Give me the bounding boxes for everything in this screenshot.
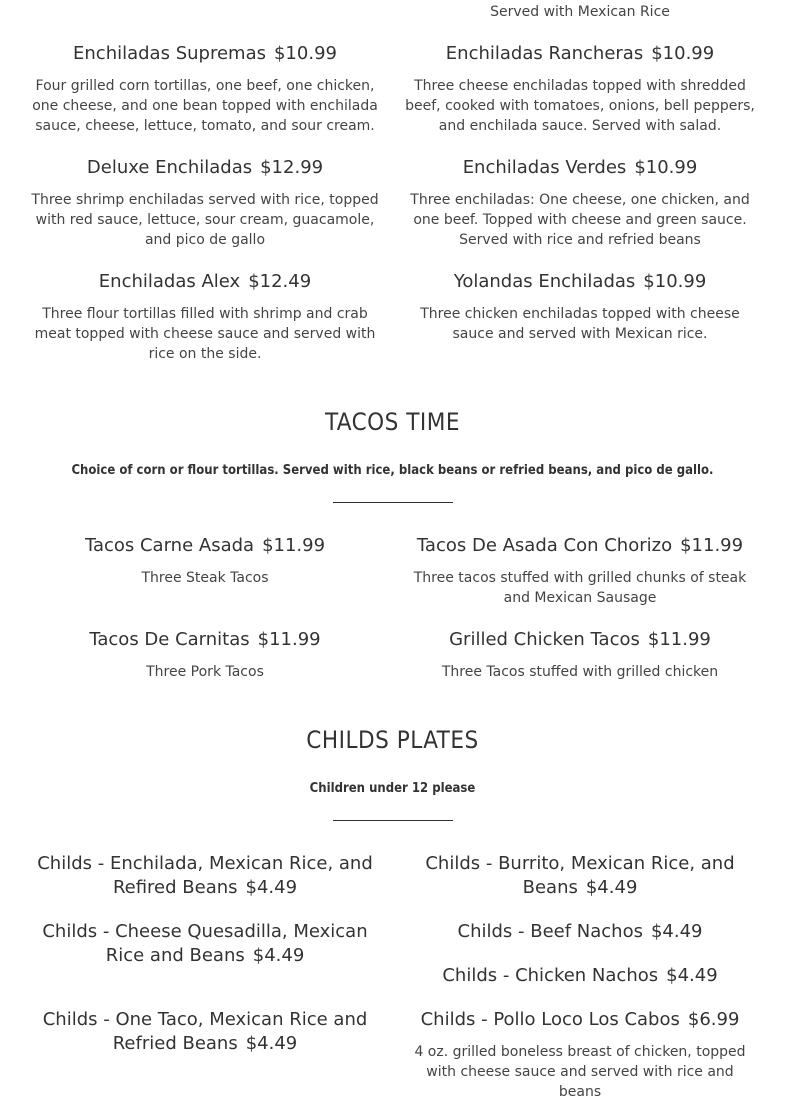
- menu-item-name: Enchiladas Verdes: [462, 157, 627, 178]
- menu-item-price: $4.49: [245, 1033, 298, 1054]
- menu-item-price: $4.49: [252, 945, 305, 966]
- menu-item-description: Three shrimp enchiladas served with rice, topped with red sauce, lettuce, sour cream, guacamole, and pico de gallo: [31, 192, 379, 248]
- menu-item-price: $11.99: [257, 629, 321, 650]
- menu-item-description: Served with Mexican Rice: [490, 4, 670, 20]
- menu-item-description: Three enchiladas: One cheese, one chicken, and one beef. Topped with cheese and green sauce. Served with rice and refried beans: [410, 192, 750, 248]
- menu-item-price: $6.99: [687, 1009, 740, 1030]
- menu-item-description: Three flour tortillas filled with shrimp and crab meat topped with cheese sauce and served with rice on the side.: [34, 306, 376, 362]
- menu-item: [30, 920, 380, 968]
- menu-item-title: [405, 534, 755, 558]
- section-heading-tacos: TACOS TIME: [324, 408, 461, 436]
- menu-item: [405, 156, 755, 250]
- menu-item-title: [30, 534, 380, 558]
- menu-item-price: $4.49: [585, 877, 638, 898]
- menu-item-title: [30, 156, 380, 180]
- menu-item-name: Childs - Burrito, Mexican Rice, and Beans: [425, 853, 735, 898]
- menu-item: [30, 534, 380, 588]
- menu-item-name: Childs - Enchilada, Mexican Rice, and Refired Beans: [37, 853, 373, 898]
- section-subtitle-tacos: Choice of corn or flour tortillas. Served with rice, black beans or refried beans, and pico de gallo.: [71, 463, 714, 478]
- menu-item-name: Tacos Carne Asada: [84, 535, 255, 556]
- menu-item-name: Deluxe Enchiladas: [86, 157, 253, 178]
- menu-item-name: Childs - Beef Nachos: [457, 921, 643, 942]
- menu-item-title: [405, 964, 755, 988]
- menu-item-description: Three Steak Tacos: [141, 570, 269, 586]
- section-divider: [333, 502, 453, 503]
- menu-item-title: [30, 852, 380, 900]
- menu-item-name: Tacos De Carnitas: [89, 629, 250, 650]
- menu-item: [30, 852, 380, 900]
- menu-item-name: Childs - Chicken Nachos: [442, 965, 659, 986]
- menu-item-title: [405, 270, 755, 294]
- section-subtitle-childs: Children under 12 please: [309, 781, 476, 796]
- menu-item: [405, 920, 755, 944]
- menu-item-price: $4.49: [666, 965, 718, 986]
- menu-item-name: Grilled Chicken Tacos: [449, 629, 640, 650]
- menu-item-price: $12.99: [260, 157, 324, 178]
- menu-item-price: $10.99: [651, 43, 715, 64]
- menu-item-price: $11.99: [647, 629, 711, 650]
- menu-item-title: [30, 42, 380, 66]
- menu-item-name: Enchiladas Supremas: [73, 43, 266, 64]
- menu-item-name: Childs - Pollo Loco Los Cabos: [420, 1009, 680, 1030]
- menu-item-description: Three cheese enchiladas topped with shredded beef, cooked with tomatoes, onions, bell peppers, and enchilada sauce. Served with salad.: [405, 78, 755, 134]
- menu-item-description: Three Tacos stuffed with grilled chicken: [441, 664, 719, 680]
- menu-item: [405, 534, 755, 608]
- menu-item-price: $10.99: [643, 271, 707, 292]
- menu-item-price: $12.49: [248, 271, 312, 292]
- menu-item-title: [405, 1008, 755, 1032]
- menu-item-price: $11.99: [680, 535, 744, 556]
- menu-item: [30, 270, 380, 364]
- menu-item-title: [30, 1008, 380, 1056]
- menu-item-price: $4.49: [650, 921, 703, 942]
- menu-item-name: Enchiladas Rancheras: [445, 43, 644, 64]
- menu-item: [30, 628, 380, 682]
- menu-item: [30, 156, 380, 250]
- menu-item: [405, 964, 755, 988]
- menu-item-price: $11.99: [262, 535, 326, 556]
- menu-item-name: Enchiladas Alex: [98, 271, 241, 292]
- menu-item: [405, 628, 755, 682]
- menu-item-description: Three Pork Tacos: [146, 664, 264, 680]
- menu-item-title: [30, 920, 380, 968]
- menu-item-name: Childs - Cheese Quesadilla, Mexican Rice and Beans: [42, 921, 368, 966]
- menu-item-description: 4 oz. grilled boneless breast of chicken, topped with cheese sauce and served with rice and beans: [414, 1044, 746, 1100]
- menu-item-title: [30, 628, 380, 652]
- menu-item-description: Three tacos stuffed with grilled chunks of steak and Mexican Sausage: [413, 570, 747, 606]
- menu-item-title: [405, 852, 755, 900]
- section-heading-childs: CHILDS PLATES: [306, 726, 479, 754]
- menu-item-title: [405, 42, 755, 66]
- menu-item-price: $4.49: [245, 877, 298, 898]
- menu-item-price: $10.99: [273, 43, 337, 64]
- menu-item-title: [30, 270, 380, 294]
- menu-item-description: Four grilled corn tortillas, one beef, one chicken, one cheese, and one bean topped with enchilada sauce, cheese, lettuce, tomato, and sour cream.: [32, 78, 378, 134]
- menu-item: [405, 270, 755, 344]
- menu-item-price: $10.99: [634, 157, 698, 178]
- menu-item: [405, 852, 755, 900]
- menu-item: [30, 42, 380, 136]
- menu-item-description: Three chicken enchiladas topped with cheese sauce and served with Mexican rice.: [420, 306, 740, 342]
- menu-item: [405, 1008, 755, 1102]
- menu-item-name: Yolandas Enchiladas: [453, 271, 636, 292]
- menu-item-name: Tacos De Asada Con Chorizo: [416, 535, 673, 556]
- menu-item-title: [405, 628, 755, 652]
- menu-item-title: [405, 156, 755, 180]
- section-divider: [333, 820, 453, 821]
- menu-item: [405, 42, 755, 136]
- menu-item: [30, 1008, 380, 1056]
- menu-item-title: [405, 920, 755, 944]
- menu-item-name: Childs - One Taco, Mexican Rice and Refried Beans: [42, 1009, 368, 1054]
